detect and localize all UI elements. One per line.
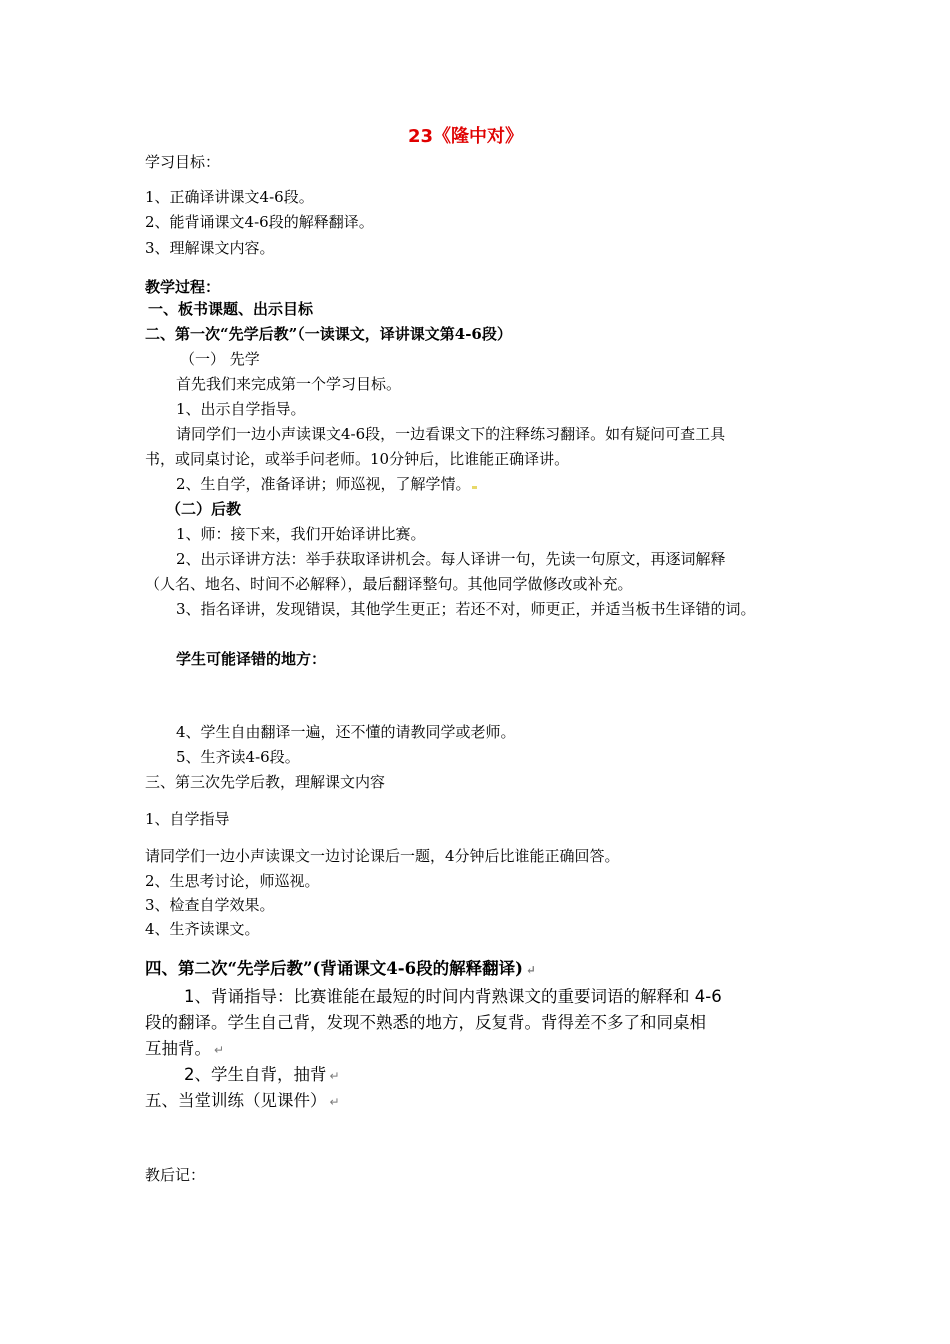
errors-heading: 学生可能译错的地方： [176, 650, 327, 668]
paragraph-line: 2、出示译讲方法：举手获取译讲机会。每人译讲一句，先读一句原文，再逐词解释 [176, 550, 726, 568]
goal-item: 3、理解课文内容。 [145, 239, 275, 257]
section-heading [145, 1090, 340, 1113]
return-mark-icon: ↵ [329, 1095, 340, 1109]
goal-item: 2、能背诵课文4-6段的解释翻译。 [145, 213, 374, 231]
section-heading-text: 四、第二次“先学后教”(背诵课文4-6段的解释翻译) [145, 959, 523, 978]
paragraph-text: 2、生自学，准备译讲；师巡视，了解学情。 [176, 475, 471, 493]
paragraph-line: 3、检查自学效果。 [145, 896, 275, 914]
paragraph-line: 请同学们一边小声读课文一边讨论课后一题，4分钟后比谁能正确回答。 [145, 847, 620, 865]
paragraph-line: 3、指名译讲，发现错误，其他学生更正；若还不对，师更正，并适当板书生译错的词。 [176, 600, 756, 618]
subsection-heading: （二）后教 [166, 500, 242, 518]
process-heading: 教学过程： [145, 278, 221, 296]
section-heading: 三、第三次先学后教，理解课文内容 [145, 773, 386, 791]
subsection-heading: （一） 先学 [180, 350, 260, 368]
paragraph-line: 1、背诵指导：比赛谁能在最短的时间内背熟课文的重要词语的解释和 4-6 [184, 987, 722, 1006]
paragraph-line: 1、出示自学指导。 [176, 400, 306, 418]
paragraph-line: 书，或同桌讨论，或举手问老师。10分钟后，比谁能正确译讲。 [145, 450, 570, 468]
paragraph-line [145, 1038, 224, 1061]
document-title: 23《隆中对》 [408, 126, 524, 147]
return-mark-icon: ↵ [329, 1069, 340, 1083]
paragraph-text: 2、学生自背，抽背 [184, 1065, 327, 1084]
paragraph-line: 5、生齐读4-6段。 [176, 748, 300, 766]
section-heading-text: 五、当堂训练（见课件） [145, 1091, 327, 1110]
paragraph-line: 4、学生自由翻译一遍，还不懂的请教同学或老师。 [176, 723, 516, 741]
paragraph-line: 1、师：接下来，我们开始译讲比赛。 [176, 525, 426, 543]
paragraph-line: 请同学们一边小声读课文4-6段，一边看课文下的注释练习翻译。如有疑问可查工具 [176, 425, 726, 443]
paragraph-line [184, 1064, 340, 1087]
paragraph-line: 首先我们来完成第一个学习目标。 [176, 375, 402, 393]
goals-heading: 学习目标： [145, 153, 221, 171]
footer-note: 教后记： [145, 1166, 206, 1184]
paragraph-text: 互抽背。 [145, 1039, 211, 1058]
section-heading [145, 958, 536, 981]
section-heading: 一、板书课题、出示目标 [148, 300, 314, 318]
section-heading: 二、第一次“先学后教”（一读课文，译讲课文第4-6段） [145, 325, 512, 343]
edit-mark [472, 486, 477, 489]
paragraph-line: 1、自学指导 [145, 810, 230, 828]
return-mark-icon: ↵ [525, 963, 536, 977]
paragraph-line: 4、生齐读课文。 [145, 920, 260, 938]
paragraph-line [176, 475, 478, 493]
paragraph-line: （人名、地名、时间不必解释），最后翻译整句。其他同学做修改或补充。 [145, 575, 633, 593]
goal-item: 1、正确译讲课文4-6段。 [145, 188, 314, 206]
return-mark-icon: ↵ [214, 1043, 225, 1057]
paragraph-line: 2、生思考讨论，师巡视。 [145, 872, 320, 890]
paragraph-line: 段的翻译。学生自己背，发现不熟悉的地方，反复背。背得差不多了和同桌相 [145, 1013, 706, 1032]
